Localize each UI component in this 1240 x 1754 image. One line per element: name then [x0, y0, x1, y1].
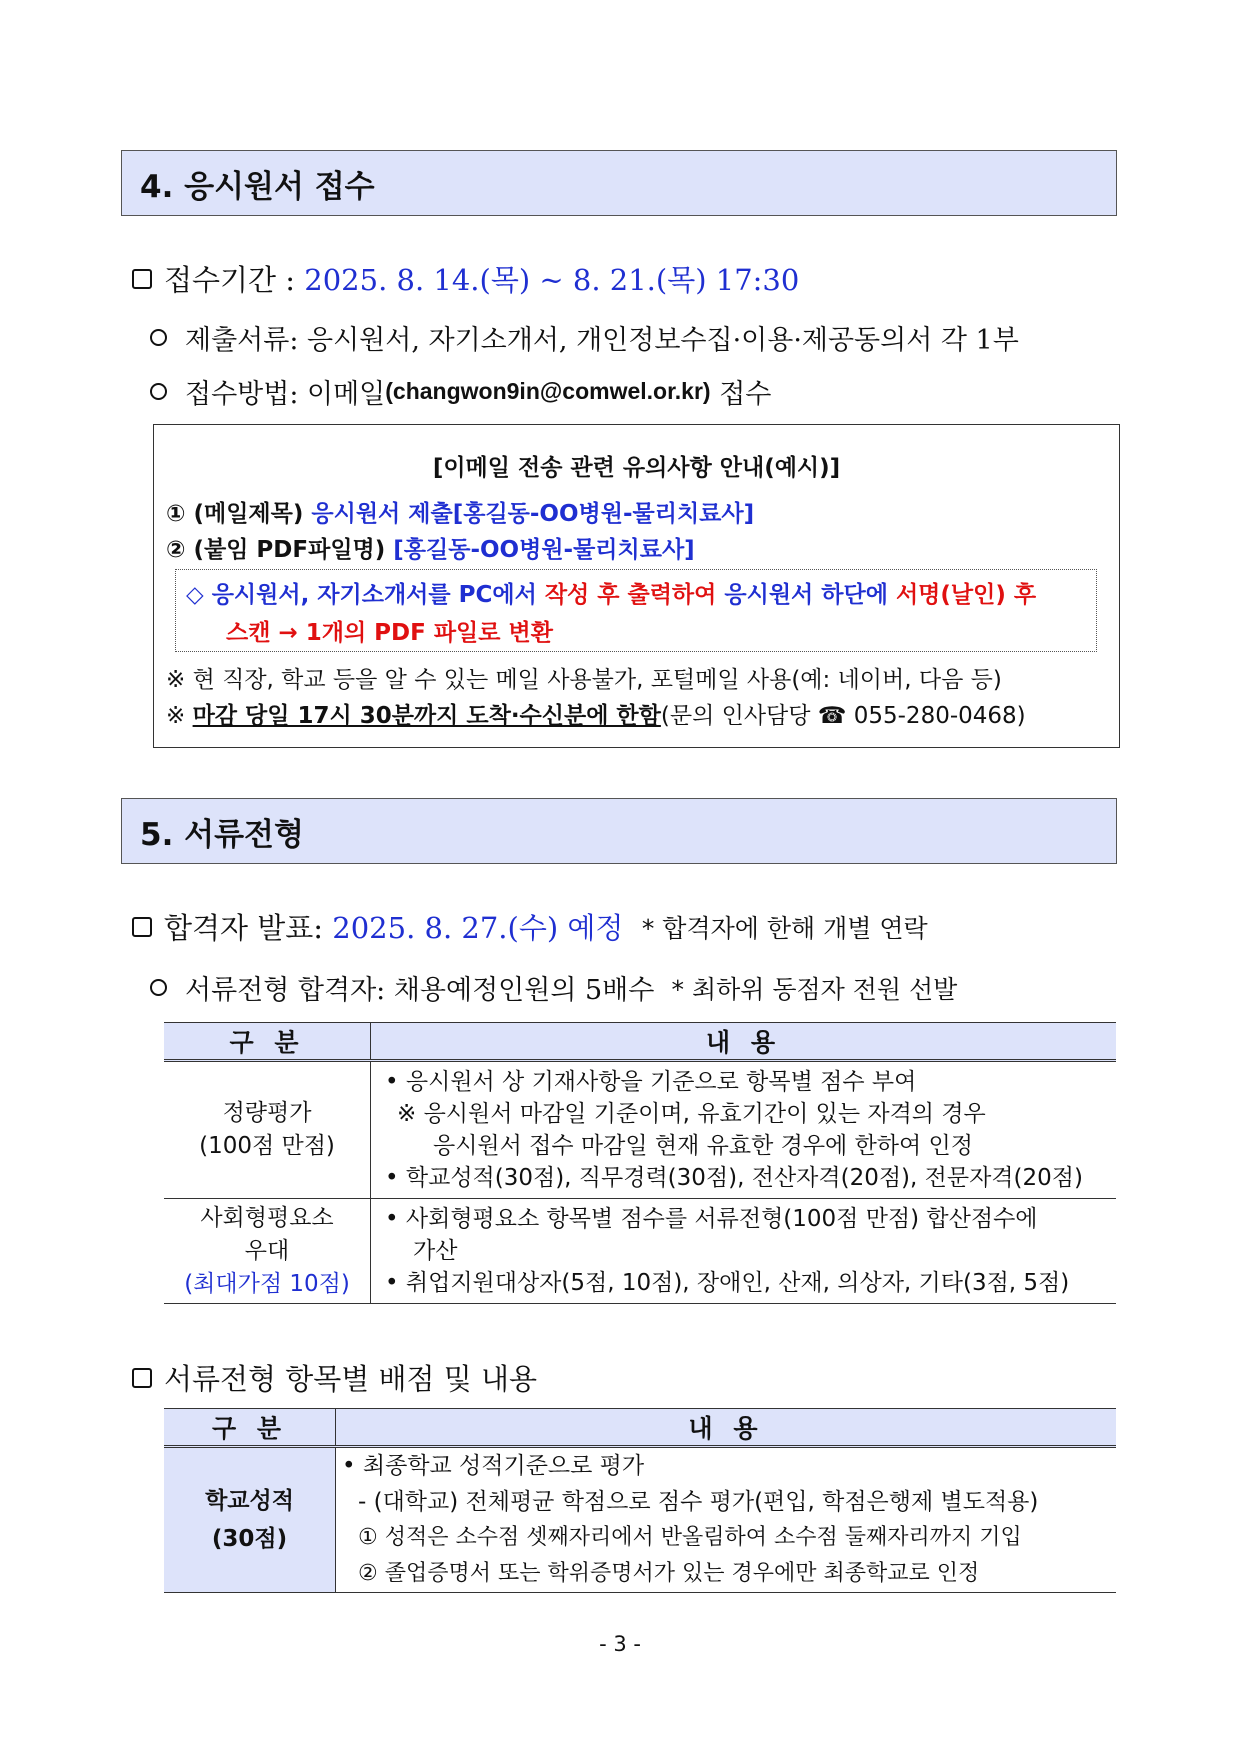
doc-screening-pass: 서류전형 합격자: 채용예정인원의 5배수 * 최하위 동점자 전원 선발 [150, 968, 957, 1007]
inner-box-line-1: ◇ 응시원서, 자기소개서를 PC에서 작성 후 출력하여 응시원서 하단에 서명(날인) 후 [186, 582, 1037, 608]
email-notice-box [153, 424, 1120, 748]
table-row [164, 1199, 1116, 1304]
section-4-heading: 4. 응시원서 접수 [121, 150, 1117, 216]
email-address: (changwon9in@comwel.or.kr) [385, 378, 711, 404]
notice-note-1: ※ 현 직장, 학교 등을 알 수 있는 메일 사용불가, 포털메일 사용(예: 네이버, 다음 등) [166, 667, 1002, 693]
checkbox-square-icon [132, 917, 152, 937]
table-row [164, 1447, 1116, 1593]
row-content-quantitative: • 응시원서 상 기재사항을 기준으로 항목별 점수 부여 ※ 응시원서 마감일 기준이며, 유효기간이 있는 자격의 경우 응시원서 접수 마감일 현재 유효한 경우에 한하여 인정 • 학교성적(30점), 직무경력(30점), 전산자격(20점), 전문자격(20점) [371, 1061, 1117, 1199]
notice-note-2: ※ 마감 당일 17시 30분까지 도착·수신분에 한함(문의 인사담당 ☎ 055-280-0468) [166, 703, 1026, 729]
row-content-school-grades: • 최종학교 성적기준으로 평가 - (대학교) 전체평균 학점으로 점수 평가(편입, 학점은행제 별도적용) ① 성적은 소수점 셋째자리에서 반올림하여 소수점 둘째자리까지 기입 ② 졸업증명서 또는 학위증명서가 있는 경우에만 최종학교로 인정 [336, 1447, 1117, 1593]
circle-bullet-icon [150, 329, 167, 346]
table-header-row [164, 1023, 1116, 1061]
header-content: 내 용 [336, 1409, 1117, 1447]
row-content-social-equity: • 사회형평요소 항목별 점수를 서류전형(100점 만점) 합산점수에 가산 • 취업지원대상자(5점, 10점), 장애인, 산재, 의상자, 기타(3점, 5점) [371, 1199, 1117, 1304]
evaluation-table [164, 1022, 1116, 1304]
notice-inner-box [175, 569, 1097, 652]
checkbox-square-icon [132, 1368, 152, 1388]
notice-item-1: ① (메일제목) 응시원서 제출[홍길동-OO병원-물리치료사] [166, 501, 755, 527]
application-period: 접수기간 : 2025. 8. 14.(목) ~ 8. 21.(목) 17:30 [132, 258, 799, 299]
scoring-title: 서류전형 항목별 배점 및 내용 [132, 1357, 537, 1398]
row-label-school-grades: 학교성적 (30점) [164, 1447, 336, 1593]
submission-docs: 제출서류: 응시원서, 자기소개서, 개인정보수집·이용·제공동의서 각 1부 [150, 318, 1019, 357]
header-category: 구 분 [164, 1023, 371, 1061]
notice-title: [이메일 전송 관련 유의사항 안내(예시)] [432, 455, 841, 481]
page-number: - 3 - [599, 1632, 641, 1656]
row-label-social-equity: 사회형평요소 우대 (최대가점 10점) [164, 1199, 371, 1304]
circle-bullet-icon [150, 383, 167, 400]
inner-box-line-2: 스캔 → 1개의 PDF 파일로 변환 [226, 620, 553, 646]
table-row [164, 1061, 1116, 1199]
checkbox-square-icon [132, 269, 152, 289]
scoring-table [164, 1408, 1116, 1593]
header-content: 내 용 [371, 1023, 1117, 1061]
circle-bullet-icon [150, 979, 167, 996]
table-header-row [164, 1409, 1116, 1447]
header-category: 구 분 [164, 1409, 336, 1447]
pass-announcement: 합격자 발표: 2025. 8. 27.(수) 예정 * 합격자에 한해 개별 연락 [132, 906, 928, 947]
row-label-quantitative: 정량평가 (100점 만점) [164, 1061, 371, 1199]
notice-item-2: ② (붙임 PDF파일명) [홍길동-OO병원-물리치료사] [166, 537, 695, 563]
submission-method: 접수방법: 이메일 (changwon9in@comwel.or.kr) 접수 [150, 372, 771, 411]
section-5-heading: 5. 서류전형 [121, 798, 1117, 864]
